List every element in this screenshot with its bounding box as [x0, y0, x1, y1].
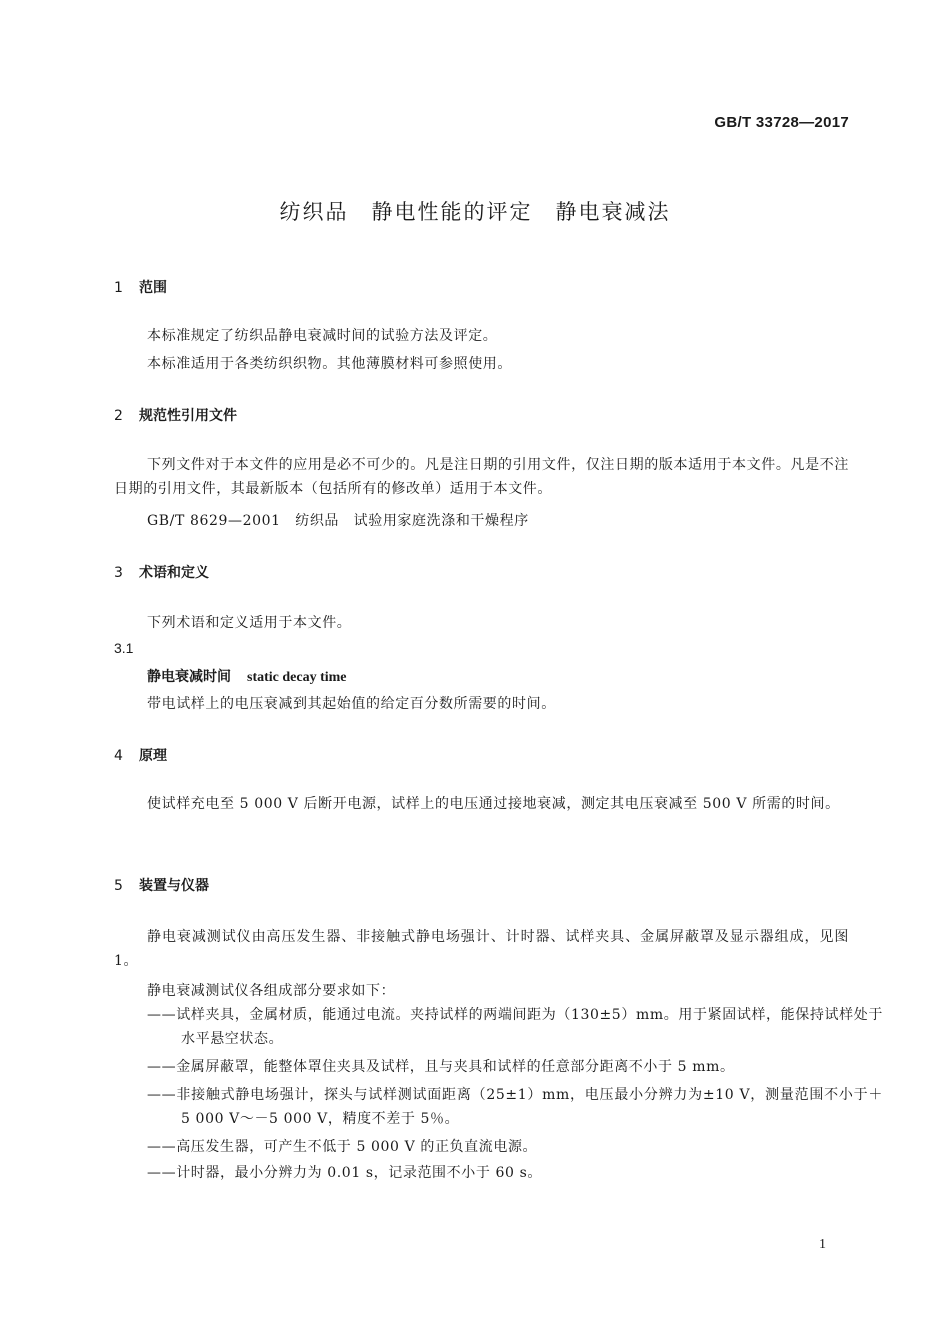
section-3-paragraph-1: 下列术语和定义适用于本文件。	[147, 615, 352, 631]
section-number: 5	[114, 878, 123, 894]
section-2-paragraph-1: 下列文件对于本文件的应用是必不可少的。凡是注日期的引用文件，仅注日期的版本适用于本文件。凡是不注日期的引用文件，其最新版本（包括所有的修改单）适用于本文件。	[114, 457, 849, 497]
term-chinese: 静电衰减时间	[147, 669, 231, 685]
section-5-heading	[114, 875, 209, 895]
document-title: 纺织品 静电性能的评定 静电衰减法	[279, 200, 671, 224]
list-item: ——高压发生器，可产生不低于 5 000 V 的正负直流电源。	[147, 1139, 538, 1155]
section-4-paragraph-1: 使试样充电至 5 000 V 后断开电源，试样上的电压通过接地衰减，测定其电压衰减至 500 V 所需的时间。	[147, 796, 840, 812]
section-5-paragraph-2: 静电衰减测试仪各组成部分要求如下：	[147, 983, 396, 999]
section-5-paragraph-1: 静电衰减测试仪由高压发生器、非接触式静电场强计、计时器、试样夹具、金属屏蔽罩及显示器组成，见图 1。	[114, 929, 849, 969]
section-1-paragraph-1: 本标准规定了纺织品静电衰减时间的试验方法及评定。	[147, 328, 498, 344]
section-1-heading	[114, 277, 167, 297]
section-1-paragraph-2: 本标准适用于各类纺织织物。其他薄膜材料可参照使用。	[147, 356, 512, 372]
term-entry	[147, 666, 347, 686]
term-definition: 带电试样上的电压衰减到其起始值的给定百分数所需要的时间。	[147, 696, 556, 712]
list-item: ——金属屏蔽罩，能整体罩住夹具及试样，且与夹具和试样的任意部分距离不小于 5 mm。	[147, 1059, 735, 1075]
term-english: static decay time	[247, 670, 347, 685]
section-number: 3	[114, 565, 123, 581]
section-title: 术语和定义	[139, 565, 209, 581]
list-item: ——非接触式静电场强计，探头与试样测试面距离（25±1）mm，电压最小分辨力为±10 V，测量范围不小于＋5 000 V～－5 000 V，精度不差于 5％。	[147, 1087, 883, 1127]
section-title: 原理	[139, 748, 167, 764]
standard-number: GB/T 33728—2017	[714, 114, 849, 131]
subclause-number: 3.1	[114, 640, 134, 656]
list-item: ——计时器，最小分辨力为 0.01 s，记录范围不小于 60 s。	[147, 1165, 542, 1181]
normative-reference: GB/T 8629—2001 纺织品 试验用家庭洗涤和干燥程序	[147, 513, 529, 529]
page-number: 1	[819, 1237, 826, 1252]
section-title: 范围	[139, 280, 167, 296]
section-number: 2	[114, 408, 123, 424]
section-title: 规范性引用文件	[139, 408, 237, 424]
section-number: 1	[114, 280, 123, 296]
section-3-heading	[114, 562, 209, 582]
section-4-heading	[114, 745, 167, 765]
section-number: 4	[114, 748, 123, 764]
section-2-heading	[114, 405, 237, 425]
list-item: ——试样夹具，金属材质，能通过电流。夹持试样的两端间距为（130±5）mm。用于紧固试样，能保持试样处于水平悬空状态。	[147, 1007, 883, 1047]
section-title: 装置与仪器	[139, 878, 209, 894]
